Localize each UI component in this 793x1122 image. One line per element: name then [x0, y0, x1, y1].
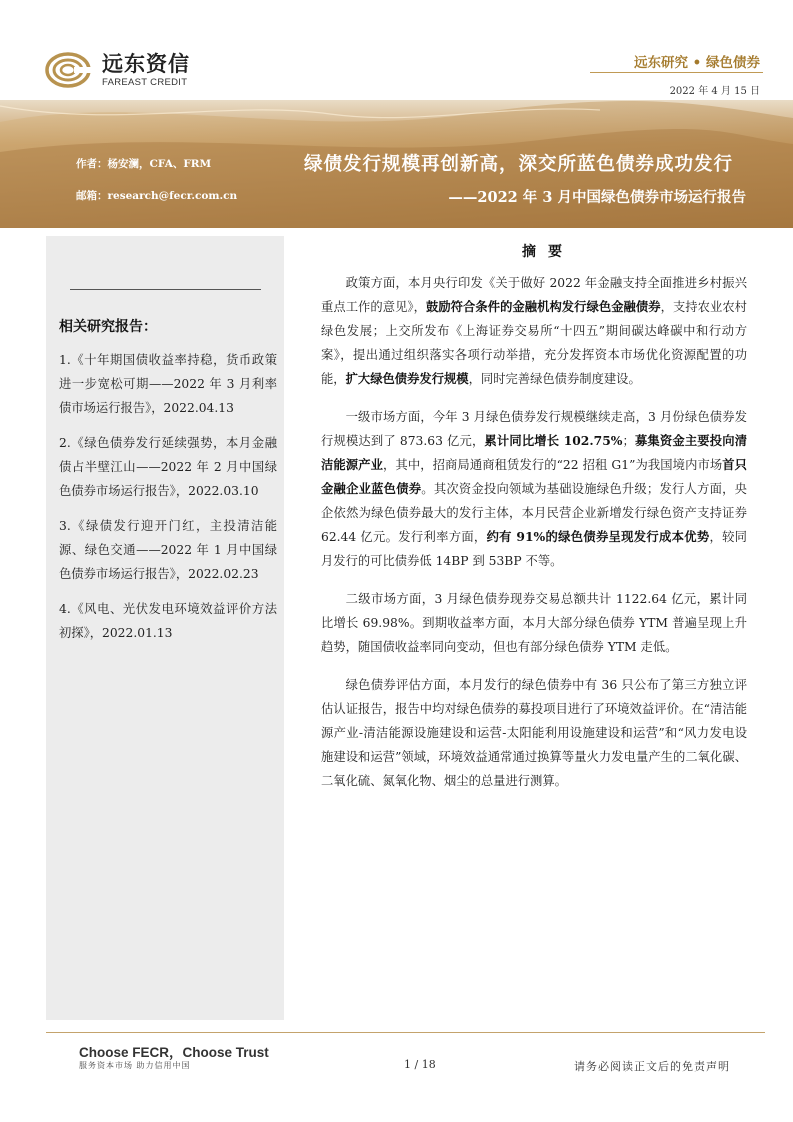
secondary-market-paragraph: 二级市场方面，3 月绿色债券现券交易总额共计 1122.64 亿元，累计同比增长 69.98%。到期收益率方面，本月大部分绿色债券 YTM 普遍呈现上升趋势，随国债收益率同向变动，但也有部分绿色债券 YTM 走低。: [321, 592, 747, 654]
related-report-item[interactable]: 3.《绿债发行迎开门红，主投清洁能源、绿色交通——2022 年 1 月中国绿色债券市场运行报告》，2022.02.23: [59, 519, 277, 581]
brand-name-cn: 远东资信: [102, 52, 190, 76]
page-number: 1 / 18: [404, 1058, 436, 1071]
related-reports-list: [59, 348, 277, 656]
report-subtitle: ——2022 年 3 月中国绿色债券市场运行报告: [448, 189, 746, 206]
disclaimer-note: 请务必阅读正文后的免责声明: [574, 1060, 730, 1073]
brand-name-en: FAREAST CREDIT: [102, 77, 188, 88]
email-line: 邮箱：research@fecr.com.cn: [76, 190, 238, 202]
policy-paragraph: 政策方面，本月央行印发《关于做好 2022 年金融支持全面推进乡村振兴重点工作的意见》，鼓励符合条件的金融机构发行绿色金融债券，支持农业农村绿色发展；上交所发布《上海证券交易所“十四五”期间碳达峰碳中和行动方案》，提出通过组织落实各项行动举措，充分发挥资本市场优化资源配置的功能，扩大绿色债券发行规模，同时完善绿色债券制度建设。: [321, 276, 747, 386]
report-series: 远东研究 • 绿色债券: [633, 55, 760, 71]
company-logo: [44, 50, 190, 90]
primary-market-paragraph: 一级市场方面，今年 3 月绿色债券发行规模继续走高，3 月份绿色债券发行规模达到了 873.63 亿元，累计同比增长 102.75%；募集资金主要投向清洁能源产业，其中，招商局通商租赁发行的“22 招租 G1”为我国境内市场首只金融企业蓝色债券。其次资金投向领域为基础设施绿色升级；发行人方面，央企依然为绿色债券最大的发行主体，本月民营企业新增发行绿色资产支持证券 62.44 亿元。发行利率方面，约有 91%的绿色债券呈现发行成本优势，较同月发行的可比债券低 14BP 到 53BP 不等。: [321, 410, 747, 568]
abstract-body: [321, 271, 747, 807]
related-report-item[interactable]: 2.《绿色债券发行延续强势，本月金融债占半壁江山——2022 年 2 月中国绿色债券市场运行报告》，2022.03.10: [59, 436, 277, 498]
related-reports-heading: 相关研究报告：: [59, 319, 157, 335]
footer-slogan-en: Choose FECR，Choose Trust: [79, 1045, 269, 1060]
sidebar-divider: [70, 289, 261, 290]
fareast-logo-icon: [44, 50, 96, 90]
evaluation-paragraph: 绿色债券评估方面，本月发行的绿色债券中有 36 只公布了第三方独立评估认证报告，报告中均对绿色债券的募投项目进行了环境效益评价。在“清洁能源产业-清洁能源设施建设和运营-太阳能利用设施建设和运营”和“风力发电设施建设和运营”领域，环境效益通常通过换算等量火力发电量产生的二氧化碳、二氧化硫、氮氧化物、烟尘的总量进行测算。: [321, 678, 747, 788]
footer-divider: [46, 1032, 765, 1033]
related-report-item[interactable]: 1.《十年期国债收益率持稳，货币政策进一步宽松可期——2022 年 3 月利率债市场运行报告》，2022.04.13: [59, 353, 277, 415]
report-date: 2022 年 4 月 15 日: [669, 86, 760, 97]
report-title: 绿债发行规模再创新高，深交所蓝色债券成功发行: [303, 154, 733, 175]
header-divider: [590, 72, 763, 73]
abstract-heading: 摘要: [522, 244, 574, 260]
author-line: 作者：杨安澜，CFA、FRM: [76, 158, 212, 170]
footer-slogan-cn: 服务资本市场 助力信用中国: [79, 1061, 191, 1070]
related-report-item[interactable]: 4.《风电、光伏发电环境效益评价方法初探》，2022.01.13: [59, 602, 277, 640]
related-reports-sidebar: [46, 236, 284, 1020]
